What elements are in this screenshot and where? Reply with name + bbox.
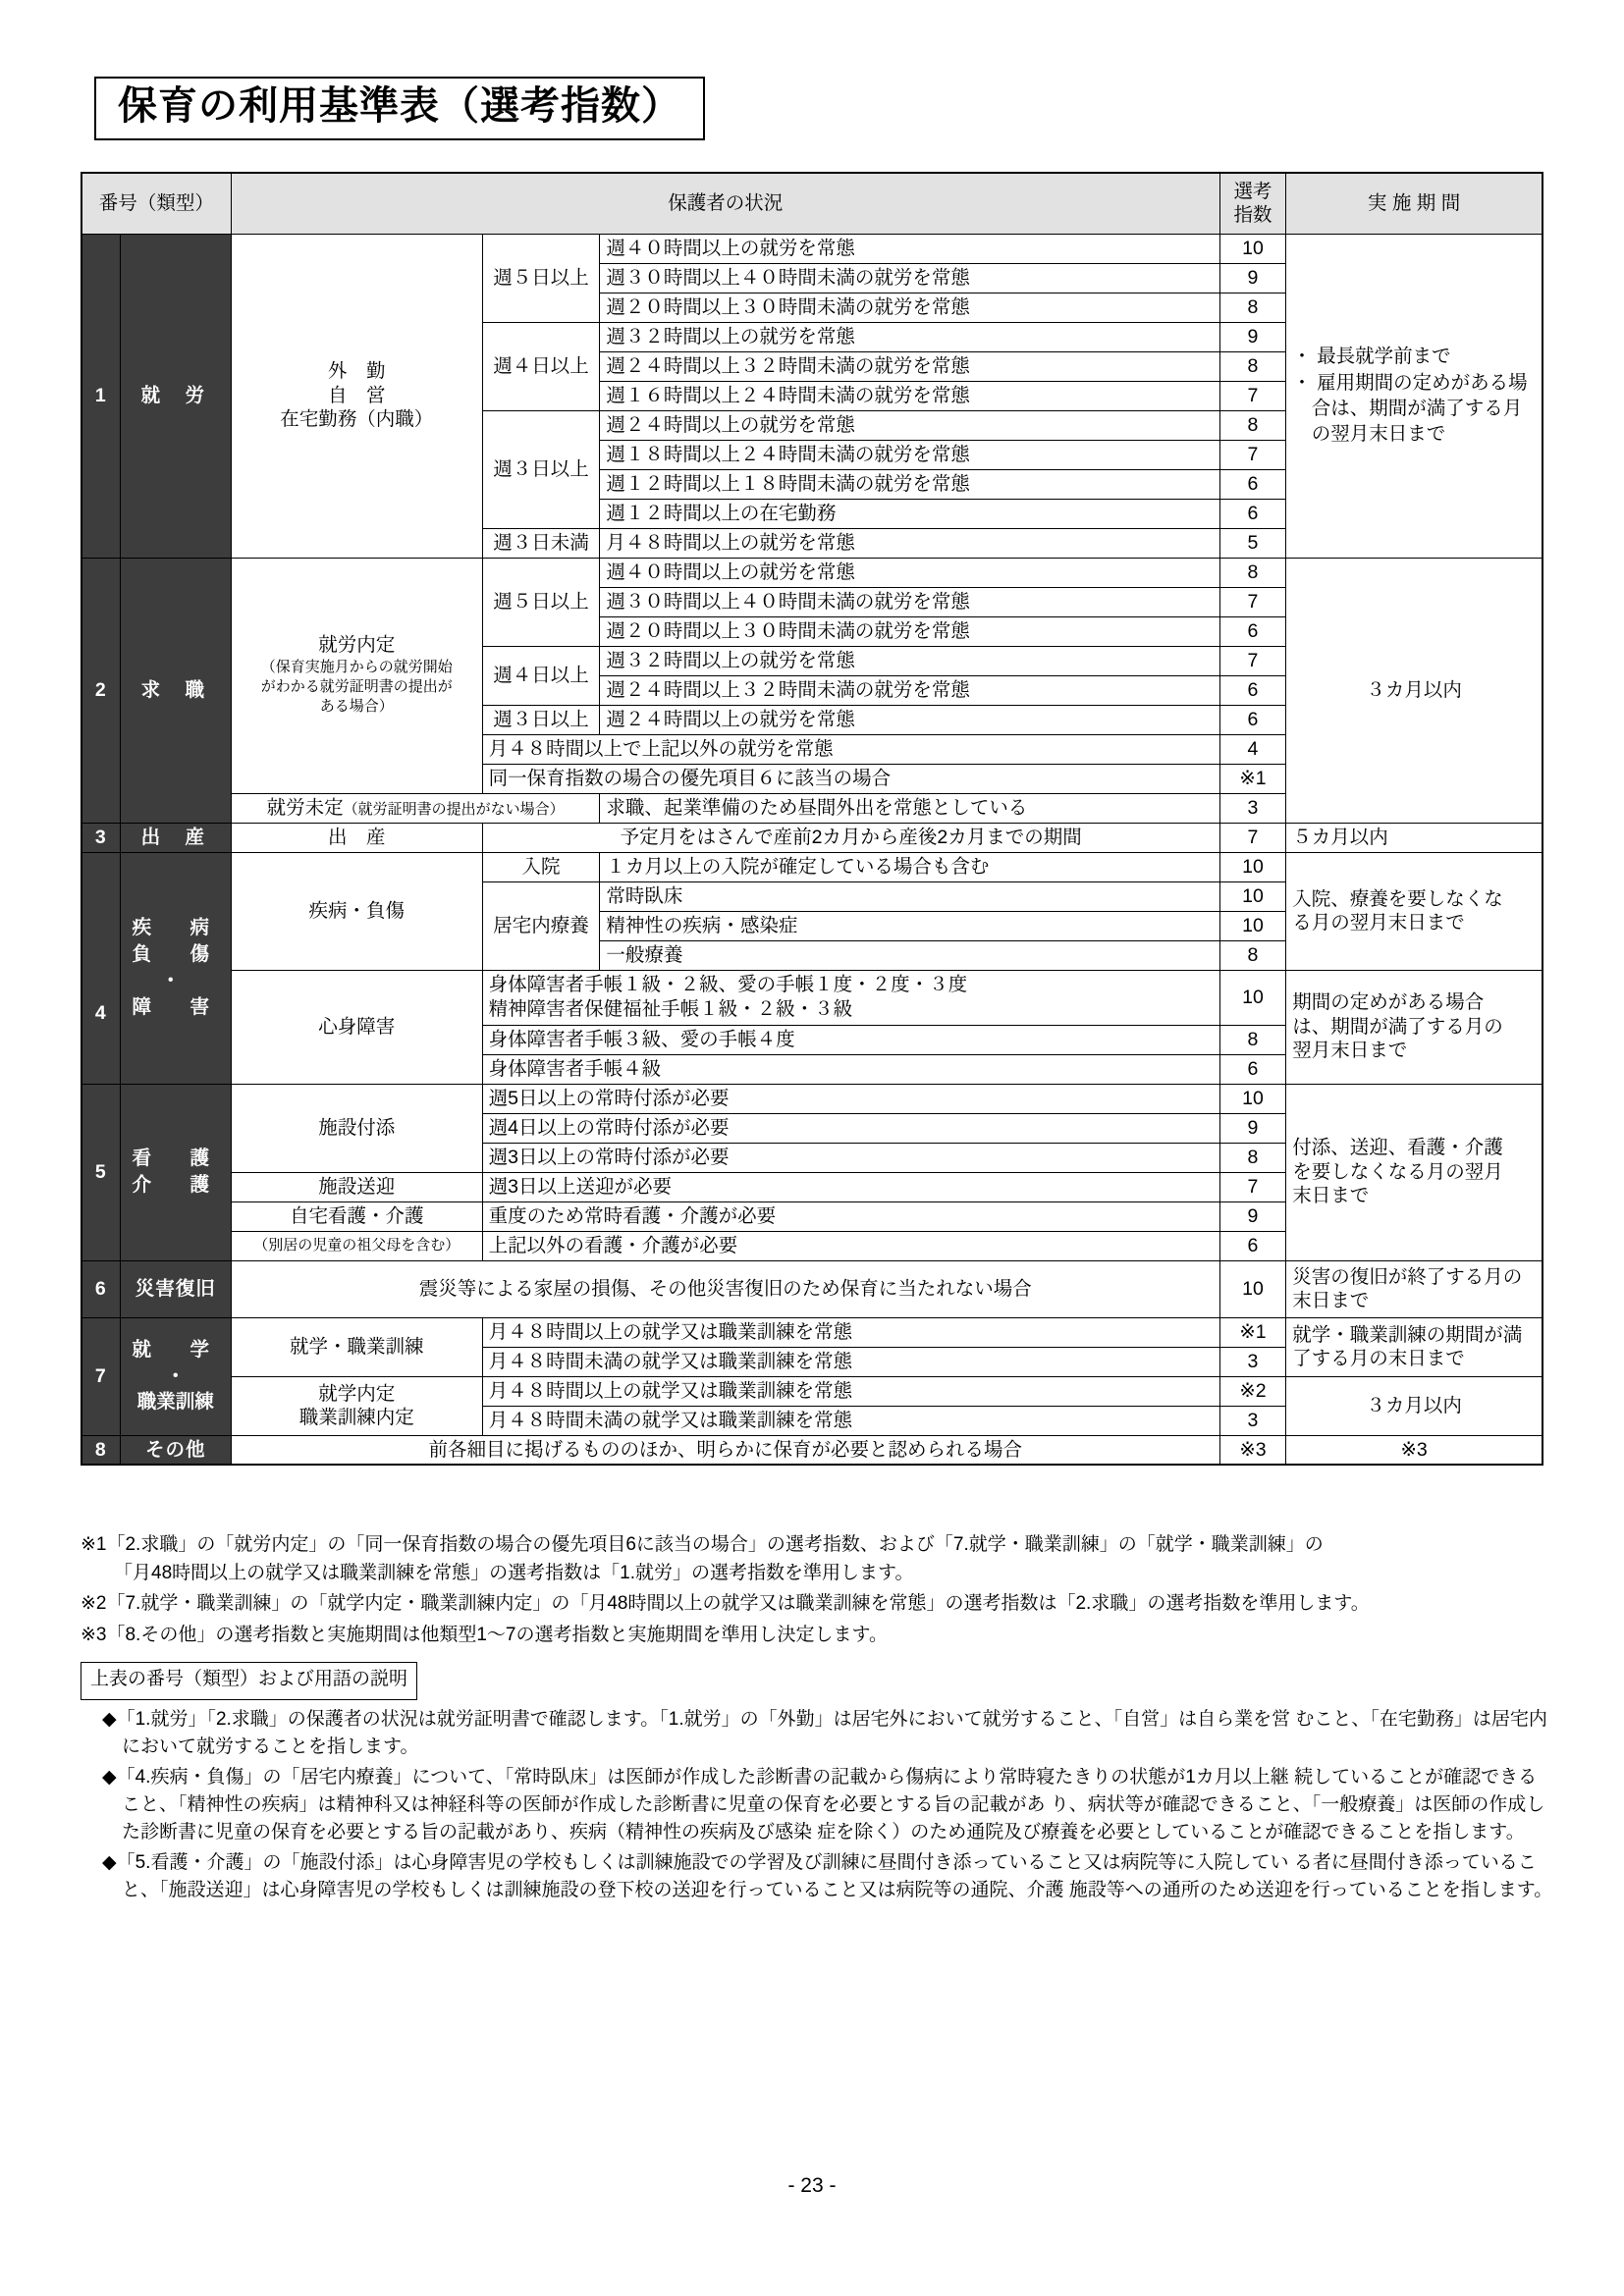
detail-2-wide-1: 同一保育指数の場合の優先項目６に該当の場合 xyxy=(482,764,1219,793)
row-number-7: 7 xyxy=(81,1317,120,1435)
period-1 xyxy=(1286,234,1543,558)
score-1-0-0: 10 xyxy=(1219,234,1285,263)
row-category-4-sick: 疾病・負傷 xyxy=(231,852,482,970)
footnotes xyxy=(81,1531,1553,1907)
score-7-1-1: 3 xyxy=(1219,1406,1285,1435)
detail-4-sick-3: 一般療養 xyxy=(600,940,1219,970)
score-4-dis-2: 6 xyxy=(1219,1054,1285,1084)
score-2-0-0: 8 xyxy=(1219,558,1285,587)
category-1-line1: 外 勤 xyxy=(328,360,386,383)
score-4-sick-1: 10 xyxy=(1219,881,1285,911)
score-4-dis-0: 10 xyxy=(1219,970,1285,1025)
explanation-1-l1: ◆「1.就労」「2.求職」の保護者の状況は就労証明書で確認します。「1.就労」の「外勤」は居宅外において就労すること、「自営」は自ら業を営 xyxy=(102,1708,1291,1730)
row-type-7 xyxy=(120,1317,231,1435)
score-5-1: 9 xyxy=(1219,1113,1285,1143)
header-score-line1: 選考 xyxy=(1233,180,1272,202)
period-5-line1: 付添、送迎、看護・介護 xyxy=(1292,1137,1503,1159)
period-1-b1: ・ 最長就学前まで xyxy=(1292,346,1451,368)
score-2-undecided: 3 xyxy=(1219,793,1285,823)
period-5-line2: を要しなくなる月の翌月 xyxy=(1292,1160,1503,1183)
detail-1-2-1: 週１８時間以上２４時間未満の就労を常態 xyxy=(600,440,1219,469)
detail-1-1-2: 週１６時間以上２４時間未満の就労を常態 xyxy=(600,381,1219,410)
footnote-1 xyxy=(81,1531,1553,1587)
score-3: 7 xyxy=(1219,823,1285,852)
days-1-0: 週５日以上 xyxy=(482,234,600,322)
detail-7-1-0: 月４８時間以上の就学又は職業訓練を常態 xyxy=(482,1376,1219,1406)
footnote-2-line1: ※2「7.就学・職業訓練」の「就学内定・職業訓練内定」の「月48時間以上の就学又は職業訓練を常態」の選考指数は「2.求職」の選考指数を準用します。 xyxy=(81,1593,1370,1614)
category-2-main: 就労内定 xyxy=(318,634,396,657)
detail-1-3-0: 月４８時間以上の就労を常態 xyxy=(600,528,1219,558)
row-category-2-undecided xyxy=(231,793,600,823)
detail-4-dis-0-l2: 精神障害者保健福祉手帳１級・２級・３級 xyxy=(488,998,853,1020)
period-7-0-line1: 就学・職業訓練の期間が満 xyxy=(1292,1323,1523,1346)
score-4-sick-3: 8 xyxy=(1219,940,1285,970)
table-header xyxy=(81,173,1543,234)
score-1-1-1: 8 xyxy=(1219,351,1285,381)
row-type-5 xyxy=(120,1084,231,1260)
row-category-5-4: 自宅看護・介護 xyxy=(231,1201,482,1231)
days-1-1: 週４日以上 xyxy=(482,322,600,410)
header-score xyxy=(1219,173,1285,234)
category-2-sub1: （保育実施月からの就労開始 xyxy=(260,658,453,675)
footnote-2 xyxy=(81,1590,1553,1619)
explanation-3-l3: 施設等への通所のため送迎を行っていることを指します。 xyxy=(1068,1880,1553,1901)
category-2-sub3: ある場合） xyxy=(319,698,394,716)
detail-4-dis-0-l1: 身体障害者手帳１級・２級、愛の手帳１度・２度・３度 xyxy=(488,974,968,996)
period-1-b2: ・ 雇用期間の定めがある場 xyxy=(1292,371,1528,394)
score-1-1-0: 9 xyxy=(1219,322,1285,351)
detail-2-wide-0: 月４８時間以上で上記以外の就労を常態 xyxy=(482,734,1219,764)
score-1-3-0: 5 xyxy=(1219,528,1285,558)
detail-7-1-1: 月４８時間未満の就学又は職業訓練を常態 xyxy=(482,1406,1219,1435)
period-5-line3: 末日まで xyxy=(1292,1185,1370,1207)
detail-5-0: 週5日以上の常時付添が必要 xyxy=(482,1084,1219,1113)
score-8: ※3 xyxy=(1219,1435,1285,1465)
row-number-8: 8 xyxy=(81,1435,120,1465)
detail-5-2: 週3日以上の常時付添が必要 xyxy=(482,1143,1219,1172)
score-7-0-0: ※1 xyxy=(1219,1317,1285,1347)
category-2-undecided-main: 就労未定 xyxy=(266,796,344,819)
header-situation: 保護者の状況 xyxy=(231,173,1219,234)
subcat-4-kyotaku: 居宅内療養 xyxy=(482,881,600,970)
type-4-line4: 障 害 xyxy=(132,995,220,1018)
detail-1-2-0: 週２４時間以上の就労を常態 xyxy=(600,410,1219,440)
detail-2-1-0: 週３２時間以上の就労を常態 xyxy=(600,646,1219,675)
detail-7-0-0: 月４８時間以上の就学又は職業訓練を常態 xyxy=(482,1317,1219,1347)
detail-1-1-1: 週２４時間以上３２時間未満の就労を常態 xyxy=(600,351,1219,381)
period-6-line1: 災害の復旧が終了する月の xyxy=(1292,1265,1523,1288)
row-number-5: 5 xyxy=(81,1084,120,1260)
row-category-7-1 xyxy=(231,1376,482,1435)
period-4-dis-line3: 翌月末日まで xyxy=(1292,1040,1408,1062)
row-category-5-0: 施設付添 xyxy=(231,1084,482,1172)
detail-1-0-2: 週２０時間以上３０時間未満の就労を常態 xyxy=(600,293,1219,322)
period-5 xyxy=(1286,1084,1543,1260)
detail-2-2-0: 週２４時間以上の就労を常態 xyxy=(600,705,1219,734)
score-4-sick-0: 10 xyxy=(1219,852,1285,881)
detail-4-dis-0 xyxy=(482,970,1219,1025)
score-2-1-0: 7 xyxy=(1219,646,1285,675)
detail-1-2-3: 週１２時間以上の在宅勤務 xyxy=(600,499,1219,528)
period-3: ５カ月以内 xyxy=(1286,823,1543,852)
detail-4-dis-1: 身体障害者手帳３級、愛の手帳４度 xyxy=(482,1025,1219,1054)
score-5-3: 7 xyxy=(1219,1172,1285,1201)
period-1-b4: の翌月末日まで xyxy=(1292,423,1446,446)
days-2-2: 週３日以上 xyxy=(482,705,600,734)
score-4-dis-1: 8 xyxy=(1219,1025,1285,1054)
score-1-1-2: 7 xyxy=(1219,381,1285,410)
row-number-6: 6 xyxy=(81,1260,120,1317)
footnote-3-line1: ※3「8.その他」の選考指数と実施期間は他類型1～7の選考指数と実施期間を準用し決定します。 xyxy=(81,1624,888,1645)
row-type-8: その他 xyxy=(120,1435,231,1465)
row-number-1: 1 xyxy=(81,234,120,558)
days-1-2: 週３日以上 xyxy=(482,410,600,528)
category-7-1-line2: 職業訓練内定 xyxy=(298,1407,414,1428)
score-1-0-1: 9 xyxy=(1219,263,1285,293)
type-7-line2: ・ xyxy=(166,1364,186,1387)
row-number-3: 3 xyxy=(81,823,120,852)
score-6: 10 xyxy=(1219,1260,1285,1317)
period-4-sick-line1: 入院、療養を要しなくな xyxy=(1292,887,1503,910)
explanation-1-l2: むこと、「在宅勤務」は居宅内において就労することを指します。 xyxy=(122,1708,1547,1757)
period-7-0 xyxy=(1286,1317,1543,1376)
score-7-1-0: ※2 xyxy=(1219,1376,1285,1406)
row-category-7-0: 就学・職業訓練 xyxy=(231,1317,482,1376)
page-title: 保育の利用基準表（選考指数） xyxy=(94,77,705,140)
period-2: ３カ月以内 xyxy=(1286,558,1543,823)
score-5-0: 10 xyxy=(1219,1084,1285,1113)
score-1-2-1: 7 xyxy=(1219,440,1285,469)
explanation-2-l3: り、病状等が確認できること、「一般療養」は医師の作成した診断書に児童の保育を必要とする旨の記載があり、疾病（精神性の疾病及び感染 xyxy=(122,1793,1545,1842)
score-4-sick-2: 10 xyxy=(1219,911,1285,940)
score-2-wide-0: 4 xyxy=(1219,734,1285,764)
subcat-4-nyuin: 入院 xyxy=(482,852,600,881)
criteria-table xyxy=(81,172,1543,1466)
row-category-5-3: 施設送迎 xyxy=(231,1172,482,1201)
detail-2-1-1: 週２４時間以上３２時間未満の就労を常態 xyxy=(600,675,1219,705)
score-1-2-0: 8 xyxy=(1219,410,1285,440)
row-type-3: 出 産 xyxy=(120,823,231,852)
page-number: - 23 - xyxy=(787,2174,837,2197)
detail-4-sick-1: 常時臥床 xyxy=(600,881,1219,911)
score-7-0-1: 3 xyxy=(1219,1347,1285,1376)
type-5-line1: 看 護 xyxy=(132,1148,220,1170)
days-2-0: 週５日以上 xyxy=(482,558,600,646)
type-4-line2: 負 傷 xyxy=(132,943,220,966)
row-type-2: 求 職 xyxy=(120,558,231,823)
type-5-line2: 介 護 xyxy=(132,1174,220,1196)
days-1-3: 週３日未満 xyxy=(482,528,600,558)
score-2-0-1: 7 xyxy=(1219,587,1285,616)
score-5-2: 8 xyxy=(1219,1143,1285,1172)
type-4-line3: ・ xyxy=(161,970,190,991)
explanation-item-2 xyxy=(81,1764,1553,1846)
score-1-2-2: 6 xyxy=(1219,469,1285,499)
detail-4-sick-2: 精神性の疾病・感染症 xyxy=(600,911,1219,940)
header-number: 番号（類型） xyxy=(81,173,231,234)
row-type-1: 就 労 xyxy=(120,234,231,558)
row-category-1 xyxy=(231,234,482,558)
period-4-dis-line1: 期間の定めがある場合 xyxy=(1292,991,1485,1014)
period-8: ※3 xyxy=(1286,1435,1543,1465)
detail-6: 震災等による家屋の損傷、その他災害復旧のため保育に当たれない場合 xyxy=(231,1260,1219,1317)
period-6-line2: 末日まで xyxy=(1292,1290,1370,1311)
row-number-4-text: 4 xyxy=(94,1001,107,1024)
explanation-heading: 上表の番号（類型）および用語の説明 xyxy=(81,1662,417,1700)
detail-5-4: 重度のため常時看護・介護が必要 xyxy=(482,1201,1219,1231)
detail-8: 前各細目に掲げるもののほか、明らかに保育が必要と認められる場合 xyxy=(231,1435,1219,1465)
row-number-4 xyxy=(81,852,120,1084)
explanation-body xyxy=(81,1706,1553,1905)
category-5-5-sub: （別居の児童の祖父母を含む） xyxy=(253,1236,460,1254)
period-7-0-line2: 了する月の末日まで xyxy=(1292,1348,1465,1369)
score-2-2-0: 6 xyxy=(1219,705,1285,734)
detail-2-0-0: 週４０時間以上の就労を常態 xyxy=(600,558,1219,587)
detail-1-0-1: 週３０時間以上４０時間未満の就労を常態 xyxy=(600,263,1219,293)
type-7-line3: 職業訓練 xyxy=(136,1391,214,1414)
category-1-line2: 自 営 xyxy=(328,384,386,406)
header-period: 実 施 期 間 xyxy=(1286,173,1543,234)
detail-7-0-1: 月４８時間未満の就学又は職業訓練を常態 xyxy=(482,1347,1219,1376)
score-2-1-1: 6 xyxy=(1219,675,1285,705)
detail-4-sick-0: １カ月以上の入院が確定している場合も含む xyxy=(600,852,1219,881)
score-2-0-2: 6 xyxy=(1219,616,1285,646)
row-category-2 xyxy=(231,558,482,793)
period-7-1: ３カ月以内 xyxy=(1286,1376,1543,1435)
score-5-4: 9 xyxy=(1219,1201,1285,1231)
score-1-2-3: 6 xyxy=(1219,499,1285,528)
period-4-sick-line2: る月の翌月末日まで xyxy=(1292,912,1465,934)
explanation-3-l1: ◆「5.看護・介護」の「施設付添」は心身障害児の学校もしくは訓練施設での学習及び訓練に昼間付き添っていること又は病院等に入院してい xyxy=(102,1852,1289,1874)
score-1-0-2: 8 xyxy=(1219,293,1285,322)
type-4-line1: 疾 病 xyxy=(132,917,220,939)
detail-4-dis-2: 身体障害者手帳４級 xyxy=(482,1054,1219,1084)
explanation-3-l2: る者に昼間付き添っていること、「施設送迎」は心身障害児の学校もしくは訓練施設の登下校の送迎を行っていること又は病院等の通院、介護 xyxy=(122,1852,1537,1901)
detail-1-2-2: 週１２時間以上１８時間未満の就労を常態 xyxy=(600,469,1219,499)
detail-5-1: 週4日以上の常時付添が必要 xyxy=(482,1113,1219,1143)
detail-1-1-0: 週３２時間以上の就労を常態 xyxy=(600,322,1219,351)
category-1-line3: 在宅勤務（内職） xyxy=(280,408,434,431)
period-4-disability xyxy=(1286,970,1543,1084)
detail-2-0-1: 週３０時間以上４０時間未満の就労を常態 xyxy=(600,587,1219,616)
detail-3: 予定月をはさんで産前2カ月から産後2カ月までの期間 xyxy=(482,823,1219,852)
score-5-5: 6 xyxy=(1219,1231,1285,1260)
explanation-item-3 xyxy=(81,1849,1553,1904)
period-1-b3: 合は、期間が満了する月 xyxy=(1292,398,1523,419)
criteria-table-wrapper xyxy=(81,172,1543,1466)
detail-1-0-0: 週４０時間以上の就労を常態 xyxy=(600,234,1219,263)
category-7-1-line1: 就学内定 xyxy=(318,1382,396,1405)
score-2-wide-1: ※1 xyxy=(1219,764,1285,793)
footnote-3 xyxy=(81,1622,1553,1650)
detail-5-5: 上記以外の看護・介護が必要 xyxy=(482,1231,1219,1260)
row-type-4 xyxy=(120,852,231,1084)
row-number-2: 2 xyxy=(81,558,120,823)
header-score-line2: 指数 xyxy=(1233,204,1272,227)
explanation-2-l4: 症を除く）のため通院及び療養を必要としていることが確認できることを指します。 xyxy=(817,1821,1525,1842)
period-4-dis-line2: は、期間が満了する月の xyxy=(1292,1015,1503,1038)
category-2-undecided-sub: （就労証明書の提出がない場合） xyxy=(343,800,565,818)
row-category-5-5 xyxy=(231,1231,482,1260)
explanation-2-l2: 続していることが確認できること、「精神性の疾病」は精神科又は神経科等の医師が作成した診断書に児童の保育を必要とする旨の記載があ xyxy=(122,1766,1538,1815)
footnote-1-line1: ※1「2.求職」の「就労内定」の「同一保育指数の場合の優先項目6に該当の場合」の選考指数、および「7.就学・職業訓練」の「就学・職業訓練」の xyxy=(81,1534,1324,1555)
explanation-2-l1: ◆「4.疾病・負傷」の「居宅内療養」について、「常時臥床」は医師が作成した診断書の記載から傷病により常時寝たきりの状態が1カ月以上継 xyxy=(102,1766,1289,1788)
period-6 xyxy=(1286,1260,1543,1317)
days-2-1: 週４日以上 xyxy=(482,646,600,705)
category-2-sub2: がわかる就労証明書の提出が xyxy=(260,678,453,696)
type-7-line1: 就 学 xyxy=(132,1338,220,1361)
detail-5-3: 週3日以上送迎が必要 xyxy=(482,1172,1219,1201)
detail-2-undecided: 求職、起業準備のため昼間外出を常態としている xyxy=(600,793,1219,823)
footnote-1-line2: 「月48時間以上の就学又は職業訓練を常態」の選考指数は「1.就労」の選考指数を準用します。 xyxy=(114,1562,914,1583)
period-4-sick xyxy=(1286,852,1543,970)
explanation-item-1 xyxy=(81,1706,1553,1761)
row-category-3: 出 産 xyxy=(231,823,482,852)
row-category-4-disability: 心身障害 xyxy=(231,970,482,1084)
detail-2-0-2: 週２０時間以上３０時間未満の就労を常態 xyxy=(600,616,1219,646)
row-type-6: 災害復旧 xyxy=(120,1260,231,1317)
